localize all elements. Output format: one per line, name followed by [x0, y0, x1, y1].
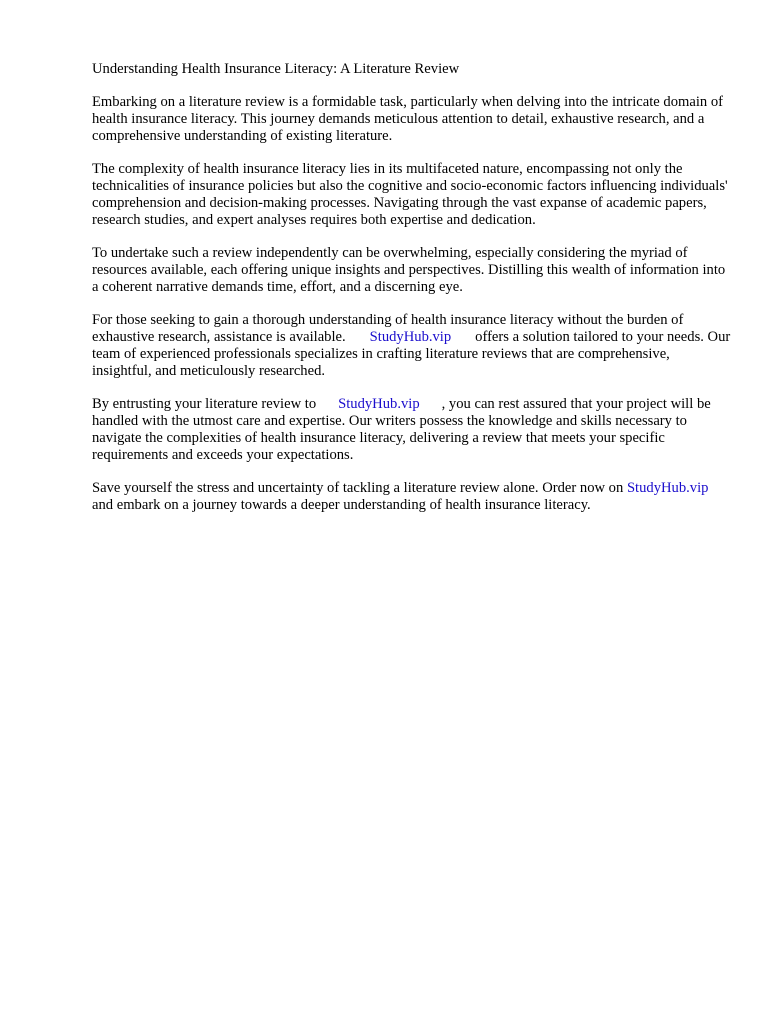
- paragraph-assistance: [92, 312, 732, 380]
- paragraph-complexity: The complexity of health insurance literacy lies in its multifaceted nature, encompassing not only the technicalities of insurance policies but also the cognitive and socio-economic factors influencing individuals' comprehension and decision-making processes. Navigating through the vast expanse of academic papers, research studies, and expert analyses requires both expertise and dedication.: [92, 161, 728, 228]
- paragraph-order-before: Save yourself the stress and uncertainty of tackling a literature review alone. Order now on: [92, 480, 624, 496]
- paragraph-entrusting-after: , you can rest assured that your project will be handled with the utmost care and expertise. Our writers possess the knowledge and skills necessary to navigate the complexities of health insurance literacy, delivering a review that meets your specific requirements and exceeds your expectations.: [92, 396, 711, 463]
- paragraph-intro: Embarking on a literature review is a formidable task, particularly when delving into the intricate domain of health insurance literacy. This journey demands meticulous attention to detail, exhaustive research, and a comprehensive understanding of existing literature.: [92, 94, 723, 144]
- document-title: Understanding Health Insurance Literacy: A Literature Review: [92, 61, 460, 77]
- paragraph-entrusting: [92, 396, 732, 464]
- studyhub-link[interactable]: StudyHub.vip: [338, 396, 420, 412]
- paragraph-assistance-before: For those seeking to gain a thorough understanding of health insurance literacy without the burden of exhaustive research, assistance is available.: [92, 312, 684, 345]
- studyhub-link[interactable]: StudyHub.vip: [626, 480, 709, 496]
- document-body: [92, 61, 732, 530]
- paragraph-overwhelming: To undertake such a review independently can be overwhelming, especially considering the myriad of resources available, each offering unique insights and perspectives. Distilling this wealth of information into a coherent narrative demands time, effort, and a discerning eye.: [92, 245, 726, 295]
- paragraph-order: [92, 480, 732, 514]
- studyhub-link[interactable]: StudyHub.vip: [369, 329, 452, 345]
- paragraph-entrusting-before: By entrusting your literature review to: [92, 396, 317, 412]
- paragraph-assistance-after: offers a solution tailored to your needs. Our team of experienced professionals specializes in crafting literature reviews that are comprehensive, insightful, and meticulously researched.: [92, 329, 731, 379]
- paragraph-order-after: and embark on a journey towards a deeper understanding of health insurance literacy.: [92, 497, 591, 513]
